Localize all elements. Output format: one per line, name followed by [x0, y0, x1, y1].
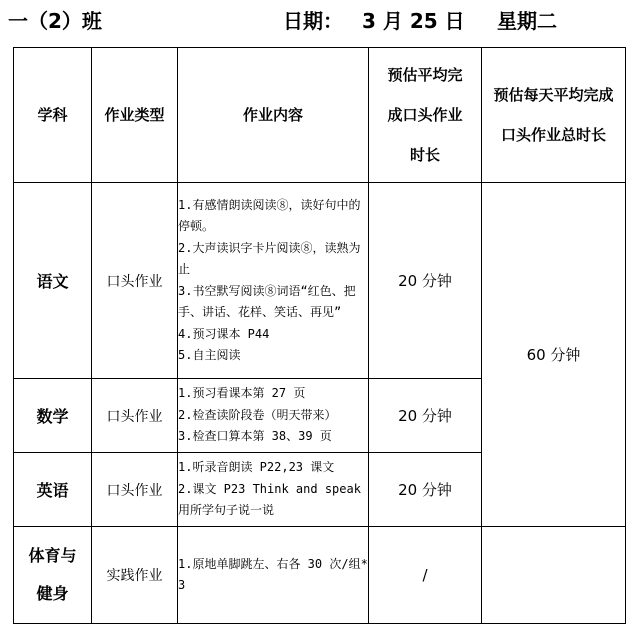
content-item: 2.课文 P23 Think and speak 用所学句子说一说: [178, 481, 361, 518]
content-cell: [178, 527, 369, 624]
empty-total-cell: [482, 527, 626, 624]
table-row: [14, 527, 626, 624]
content-item: 4.预习课本 P44: [178, 326, 270, 341]
col-header-content: 作业内容: [178, 48, 369, 183]
content-item: 1.预习看课本第 27 页: [178, 386, 306, 401]
page-header: [0, 0, 637, 40]
content-cell: [178, 379, 369, 453]
type-cell: 口头作业: [92, 379, 178, 453]
date-value: 3 月 25 日: [362, 9, 465, 33]
content-item: 1.原地单脚跳左、右各 30 次/组*3: [178, 556, 368, 592]
subject-cell: 数学: [14, 379, 92, 453]
col-header-avg-duration: 预估平均完 成口头作业 时长: [369, 48, 482, 183]
content-item: 3.检查口算本第 38、39 页: [178, 429, 332, 444]
homework-table: [13, 47, 626, 624]
content-cell: [178, 183, 369, 379]
type-cell: 实践作业: [92, 527, 178, 624]
date-label: 日期：: [283, 9, 343, 33]
duration-cell: /: [369, 527, 482, 624]
class-name: 一（2）班: [8, 9, 102, 33]
col-header-total-duration: 预估每天平均完成 口头作业总时长: [482, 48, 626, 183]
subject-cell: 英语: [14, 453, 92, 527]
weekday: 星期二: [497, 9, 557, 33]
col-header-type: 作业类型: [92, 48, 178, 183]
content-item: 3.书空默写阅读⑧词语“红色、把手、讲话、花样、笑话、再见”: [178, 283, 356, 319]
table-header-row: [14, 48, 626, 183]
duration-cell: 20 分钟: [369, 453, 482, 527]
table-row: [14, 183, 626, 379]
content-item: 1.有感情朗读阅读⑧，读好句中的停顿。: [178, 197, 361, 233]
content-cell: [178, 453, 369, 527]
type-cell: 口头作业: [92, 183, 178, 379]
content-item: 2.大声读识字卡片阅读⑧，读熟为止: [178, 240, 361, 276]
content-item: 2.检查读阶段卷（明天带来）: [178, 407, 337, 422]
subject-cell: 语文: [14, 183, 92, 379]
duration-cell: 20 分钟: [369, 379, 482, 453]
content-item: 1.听录音朗读 P22,23 课文: [178, 460, 335, 475]
daily-total-cell: 60 分钟: [482, 183, 626, 527]
type-cell: 口头作业: [92, 453, 178, 527]
duration-cell: 20 分钟: [369, 183, 482, 379]
content-item: 5.自主阅读: [178, 348, 241, 362]
subject-cell: 体育与 健身: [14, 527, 92, 624]
col-header-subject: 学科: [14, 48, 92, 183]
